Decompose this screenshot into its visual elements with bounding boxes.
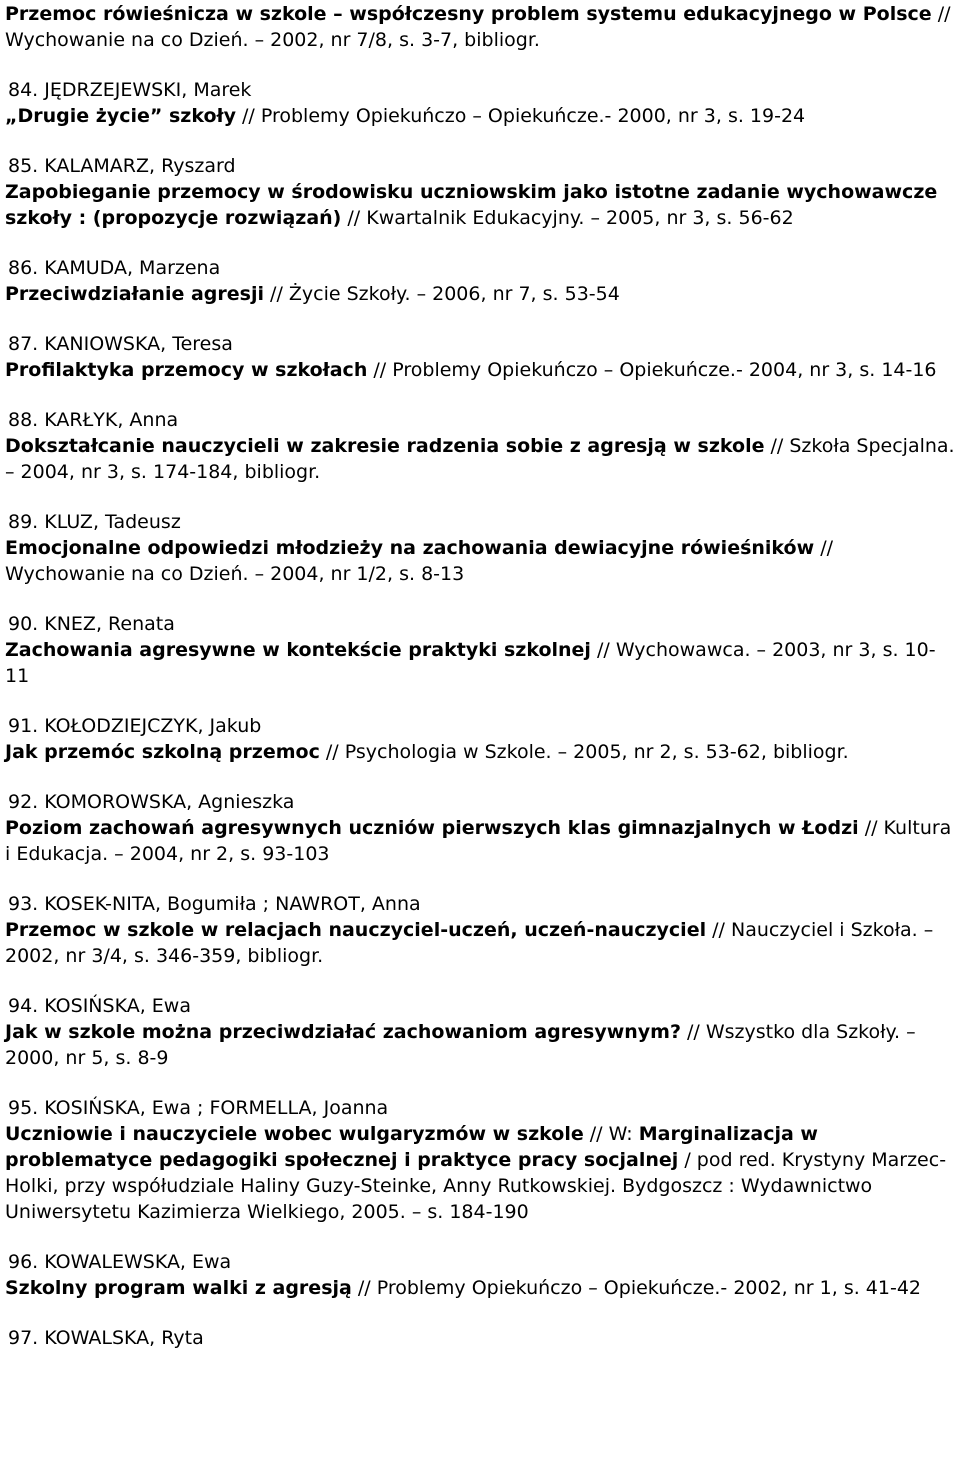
entry-author: 89. KLUZ, Tadeusz <box>8 511 181 533</box>
bibliography-entry <box>5 255 956 307</box>
entry-title: Przeciwdziałanie agresji <box>5 283 264 305</box>
entry-title: Jak przemóc szkolną przemoc <box>5 741 320 763</box>
entry-source: // Kwartalnik Edukacyjny. – 2005, nr 3, s. 56-62 <box>341 207 794 229</box>
entry-author: 84. JĘDRZEJEWSKI, Marek <box>8 79 252 101</box>
entry-source: // Kultura i Edukacja. – 2004, nr 2, s. 93-103 <box>5 817 952 865</box>
entry-title: Dokształcanie nauczycieli w zakresie radzenia sobie z agresją w szkole <box>5 435 765 457</box>
entry-title: Emocjonalne odpowiedzi młodzieży na zachowania dewiacyjne rówieśników <box>5 537 815 559</box>
entry-source: // Wszystko dla Szkoły. – 2000, nr 5, s. 8-9 <box>5 1021 916 1069</box>
entry-source: / pod red. Krystyny Marzec-Holki, przy współudziale Haliny Guzy-Steinke, Anny Rutkowskiej. Bydgoszcz : Wydawnictwo Uniwersytetu Kazimierza Wielkiego, 2005. – s. 184-190 <box>5 1149 947 1223</box>
bibliography-entry <box>5 891 956 969</box>
entry-title: Poziom zachowań agresywnych uczniów pierwszych klas gimnazjalnych w Łodzi <box>5 817 859 839</box>
bibliography-entry <box>5 713 956 765</box>
entry-source: // Wychowawca. – 2003, nr 3, s. 10-11 <box>5 639 936 687</box>
bibliography-entry <box>5 611 956 689</box>
entry-source-prefix: // W: <box>583 1123 639 1145</box>
entry-author: 96. KOWALEWSKA, Ewa <box>8 1251 232 1273</box>
entry-title: Szkolny program walki z agresją <box>5 1277 352 1299</box>
bibliography-entry <box>5 789 956 867</box>
bibliography-entry <box>5 1 956 53</box>
entry-author: 92. KOMOROWSKA, Agnieszka <box>8 791 295 813</box>
entry-author: 85. KALAMARZ, Ryszard <box>8 155 236 177</box>
entry-author: 93. KOSEK-NITA, Bogumiła ; NAWROT, Anna <box>8 893 421 915</box>
entry-title: Przemoc rówieśnicza w szkole – współczesny problem systemu edukacyjnego w Polsce <box>5 3 932 25</box>
entry-source: // Wychowanie na co Dzień. – 2002, nr 7/8, s. 3-7, bibliogr. <box>5 3 951 51</box>
entry-author: 90. KNEZ, Renata <box>8 613 175 635</box>
entry-title: Uczniowie i nauczyciele wobec wulgaryzmów w szkole <box>5 1123 584 1145</box>
bibliography-entry <box>5 331 956 383</box>
bibliography-entry <box>5 1325 956 1351</box>
entry-source: // Problemy Opiekuńczo – Opiekuńcze.- 2002, nr 1, s. 41-42 <box>351 1277 922 1299</box>
entry-source: // Szkoła Specjalna. – 2004, nr 3, s. 174-184, bibliogr. <box>5 435 955 483</box>
entry-title: „Drugie życie” szkoły <box>5 105 236 127</box>
entry-author: 91. KOŁODZIEJCZYK, Jakub <box>8 715 262 737</box>
bibliography-entry <box>5 77 956 129</box>
entry-title: Jak w szkole można przeciwdziałać zachowaniom agresywnym? <box>5 1021 681 1043</box>
entry-author: 86. KAMUDA, Marzena <box>8 257 221 279</box>
bibliography-entry <box>5 153 956 231</box>
entry-source: // Problemy Opiekuńczo – Opiekuńcze.- 2000, nr 3, s. 19-24 <box>235 105 806 127</box>
entry-author: 87. KANIOWSKA, Teresa <box>8 333 233 355</box>
entry-author: 94. KOSIŃSKA, Ewa <box>8 995 191 1017</box>
bibliography-entry <box>5 1095 956 1225</box>
bibliography-entry <box>5 509 956 587</box>
entry-source: // Nauczyciel i Szkoła. – 2002, nr 3/4, s. 346-359, bibliogr. <box>5 919 934 967</box>
entry-author: 97. KOWALSKA, Ryta <box>8 1327 204 1349</box>
entry-title: Przemoc w szkole w relacjach nauczyciel-uczeń, uczeń-nauczyciel <box>5 919 707 941</box>
bibliography-entry <box>5 407 956 485</box>
bibliography-entry <box>5 1249 956 1301</box>
entry-source: // Problemy Opiekuńczo – Opiekuńcze.- 2004, nr 3, s. 14-16 <box>367 359 937 381</box>
entry-source: // Wychowanie na co Dzień. – 2004, nr 1/2, s. 8-13 <box>5 537 834 585</box>
bibliography-entry <box>5 993 956 1071</box>
entry-title: Profilaktyka przemocy w szkołach <box>5 359 368 381</box>
entry-title: Zapobieganie przemocy w środowisku uczniowskim jako istotne zadanie wychowawcze szkoły : (propozycje rozwiązań) <box>5 181 938 229</box>
entry-title: Zachowania agresywne w kontekście praktyki szkolnej <box>5 639 591 661</box>
entry-source: // Psychologia w Szkole. – 2005, nr 2, s. 53-62, bibliogr. <box>319 741 849 763</box>
entry-source: // Życie Szkoły. – 2006, nr 7, s. 53-54 <box>264 283 620 305</box>
entry-author: 95. KOSIŃSKA, Ewa ; FORMELLA, Joanna <box>8 1097 389 1119</box>
entry-author: 88. KARŁYK, Anna <box>8 409 179 431</box>
entry-parent-title: Marginalizacja w problematyce pedagogiki społecznej i praktyce pracy socjalnej <box>5 1123 818 1171</box>
